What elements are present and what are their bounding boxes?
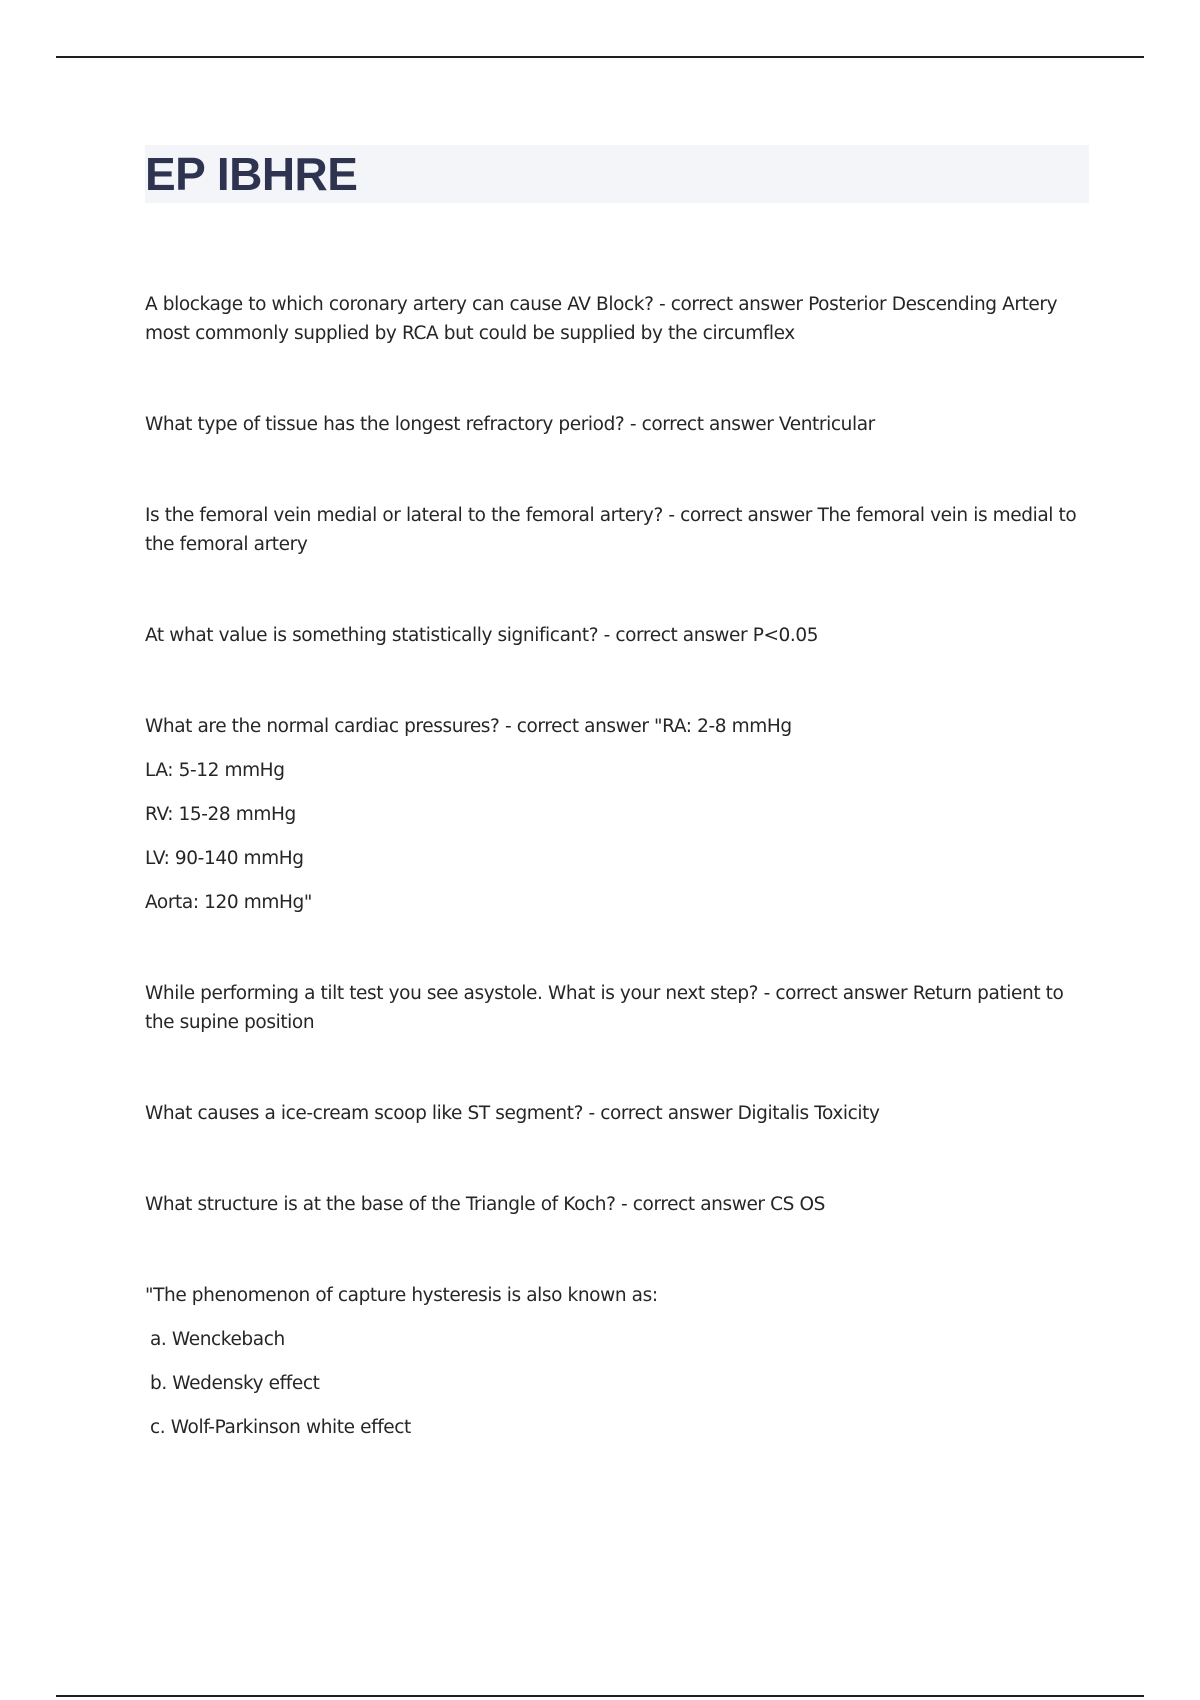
bottom-rule	[56, 1695, 1144, 1697]
mcq-question-capture-hysteresis: "The phenomenon of capture hysteresis is also known as:	[145, 1285, 658, 1306]
qa-item-triangle-of-koch: What structure is at the base of the Triangle of Koch? - correct answer CS OS	[145, 1194, 825, 1215]
pressure-line-aorta: Aorta: 120 mmHg"	[145, 892, 312, 913]
mcq-option-a: a. Wenckebach	[150, 1329, 285, 1350]
qa-item-statistical-significance: At what value is something statistically significant? - correct answer P<0.05	[145, 625, 819, 646]
top-rule	[56, 56, 1144, 58]
document-title: EP IBHRE	[145, 148, 358, 200]
qa-item-femoral-vein: Is the femoral vein medial or lateral to the femoral artery? - correct answer The femoral vein is medial to the femoral artery	[145, 505, 1077, 555]
pressure-line-rv: RV: 15-28 mmHg	[145, 804, 296, 825]
mcq-option-c: c. Wolf-Parkinson white effect	[150, 1417, 411, 1438]
mcq-option-b: b. Wedensky effect	[150, 1373, 320, 1394]
document-body	[145, 290, 1090, 1457]
qa-item-refractory-period: What type of tissue has the longest refractory period? - correct answer Ventricular	[145, 414, 875, 435]
qa-item-cardiac-pressures: What are the normal cardiac pressures? - correct answer "RA: 2-8 mmHg	[145, 716, 792, 737]
pressure-line-la: LA: 5-12 mmHg	[145, 760, 285, 781]
qa-item-st-segment: What causes a ice-cream scoop like ST segment? - correct answer Digitalis Toxicity	[145, 1103, 880, 1124]
qa-item-coronary-artery: A blockage to which coronary artery can cause AV Block? - correct answer Posterior Descending Artery most commonly supplied by RCA but could be supplied by the circumflex	[145, 294, 1058, 344]
qa-item-tilt-test: While performing a tilt test you see asystole. What is your next step? - correct answer Return patient to the supine position	[145, 983, 1064, 1033]
pressure-line-lv: LV: 90-140 mmHg	[145, 848, 304, 869]
